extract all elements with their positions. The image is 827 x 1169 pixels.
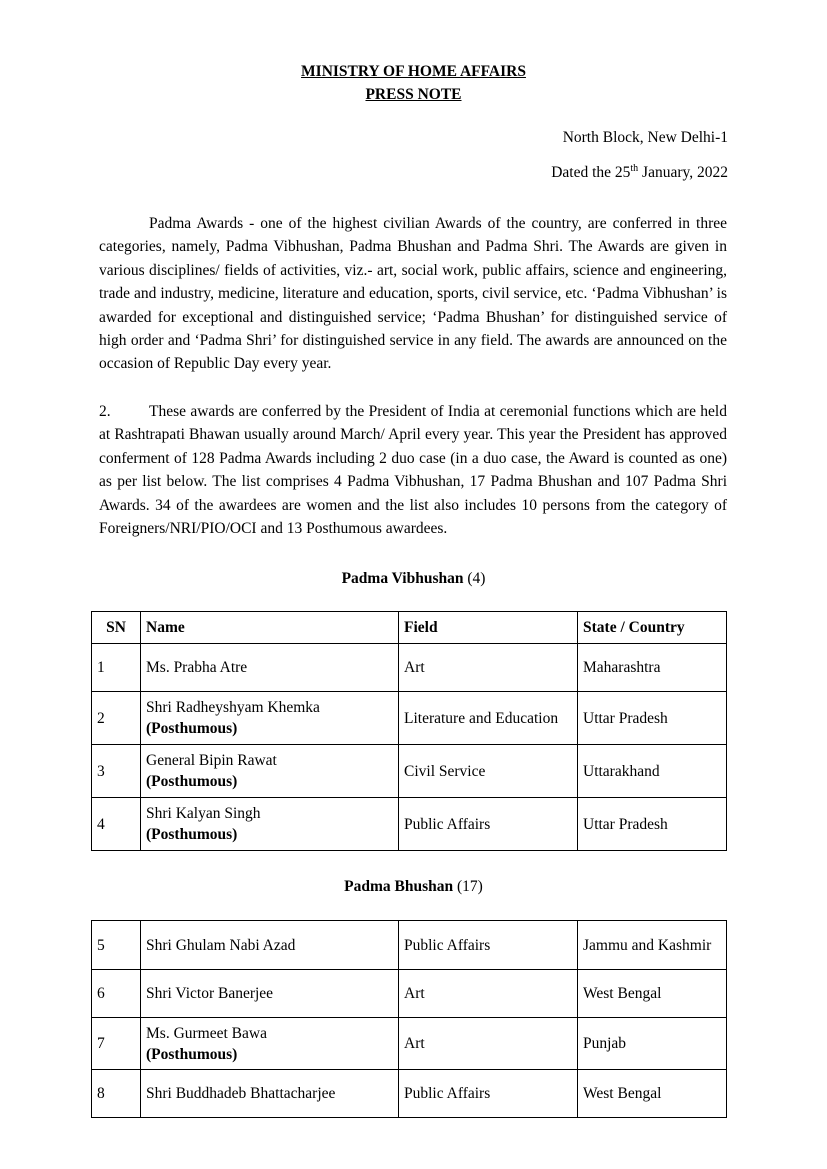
header-field: Field: [399, 612, 578, 644]
row-field: Art: [399, 644, 578, 692]
paragraph-1: [99, 212, 727, 376]
row-sn: 8: [92, 1070, 141, 1118]
row-name: Shri Victor Banerjee: [141, 970, 399, 1018]
row-field: Literature and Education: [399, 692, 578, 745]
row-name: Shri Radheyshyam Khemka: [146, 699, 320, 716]
date-suffix: January, 2022: [638, 164, 728, 181]
vibhushan-section-title: [0, 570, 827, 588]
row-name: Shri Kalyan Singh: [146, 805, 261, 822]
row-field: Public Affairs: [399, 1070, 578, 1118]
vibhushan-count: (4): [463, 570, 486, 587]
row-name: General Bipin Rawat: [146, 752, 277, 769]
date-prefix: Dated the 25: [551, 164, 631, 181]
press-note-title: PRESS NOTE: [365, 86, 462, 103]
row-sn: 3: [92, 745, 141, 798]
vibhushan-title: Padma Vibhushan: [341, 570, 464, 587]
table-header-row: [92, 612, 727, 644]
table-row: [92, 644, 727, 692]
office-address: North Block, New Delhi-1: [562, 129, 728, 146]
posthumous-label: (Posthumous): [146, 1045, 238, 1063]
paragraph-2-number: 2.: [99, 403, 111, 420]
paragraph-2: [99, 400, 727, 540]
row-field: Civil Service: [399, 745, 578, 798]
row-state: Uttar Pradesh: [578, 692, 727, 745]
paragraph-2-text: These awards are conferred by the President of India at ceremonial functions which are held at Rashtrapati Bhawan usually around March/ April every year. This year the President has approved conferment of 128 Padma Awards including 2 duo case (in a duo case, the Award is counted as one) as per list below. The list comprises 4 Padma Vibhushan, 17 Padma Bhushan and 107 Padma Shri Awards. 34 of the awardees are women and the list also includes 10 persons from the category of Foreigners/NRI/PIO/OCI and 13 Posthumous awardees.: [99, 403, 727, 538]
row-state: West Bengal: [578, 1070, 727, 1118]
table-row: [92, 1018, 727, 1070]
row-state: Maharashtra: [578, 644, 727, 692]
row-sn: 6: [92, 970, 141, 1018]
header-name: Name: [141, 612, 399, 644]
vibhushan-table: [91, 611, 727, 851]
row-field: Art: [399, 970, 578, 1018]
bhushan-count: (17): [453, 878, 483, 895]
row-field: Art: [399, 1018, 578, 1070]
row-field: Public Affairs: [399, 798, 578, 851]
row-state: West Bengal: [578, 970, 727, 1018]
row-sn: 7: [92, 1018, 141, 1070]
table-row: [92, 970, 727, 1018]
row-state: Uttar Pradesh: [578, 798, 727, 851]
row-state: Punjab: [578, 1018, 727, 1070]
row-name: Ms. Prabha Atre: [141, 644, 399, 692]
row-state: Jammu and Kashmir: [578, 921, 727, 970]
row-sn: 4: [92, 798, 141, 851]
row-sn: 2: [92, 692, 141, 745]
posthumous-label: (Posthumous): [146, 826, 238, 843]
press-date: [551, 164, 728, 182]
row-name-cell: [141, 1018, 399, 1070]
ministry-heading: MINISTRY OF HOME AFFAIRS: [301, 63, 526, 80]
row-state: Uttarakhand: [578, 745, 727, 798]
row-name: Ms. Gurmeet Bawa: [146, 1024, 267, 1042]
table-row: [92, 692, 727, 745]
table-row: [92, 798, 727, 851]
row-name-cell: [141, 692, 399, 745]
bhushan-section-title: [0, 878, 827, 896]
bhushan-title: Padma Bhushan: [344, 878, 454, 895]
row-field: Public Affairs: [399, 921, 578, 970]
table-row: [92, 921, 727, 970]
posthumous-label: (Posthumous): [146, 773, 238, 790]
header-state: State / Country: [578, 612, 727, 644]
row-name-cell: [141, 798, 399, 851]
table-row: [92, 745, 727, 798]
row-sn: 1: [92, 644, 141, 692]
paragraph-1-text: Padma Awards - one of the highest civilian Awards of the country, are conferred in three categories, namely, Padma Vibhushan, Padma Bhushan and Padma Shri. The Awards are given in various disciplines/ fields of activities, viz.- art, social work, public affairs, science and engineering, trade and industry, medicine, literature and education, sports, civil service, etc. ‘Padma Vibhushan’ is awarded for exceptional and distinguished service; ‘Padma Bhushan’ for distinguished service of high order and ‘Padma Shri’ for distinguished service in any field. The awards are announced on the occasion of Republic Day every year.: [99, 215, 727, 373]
posthumous-label: (Posthumous): [146, 720, 238, 737]
header-sn: SN: [92, 612, 141, 644]
row-name: Shri Ghulam Nabi Azad: [141, 921, 399, 970]
bhushan-table: [91, 920, 727, 1118]
row-name-cell: [141, 745, 399, 798]
row-name: Shri Buddhadeb Bhattacharjee: [141, 1070, 399, 1118]
table-row: [92, 1070, 727, 1118]
row-sn: 5: [92, 921, 141, 970]
date-superscript: th: [630, 162, 639, 174]
